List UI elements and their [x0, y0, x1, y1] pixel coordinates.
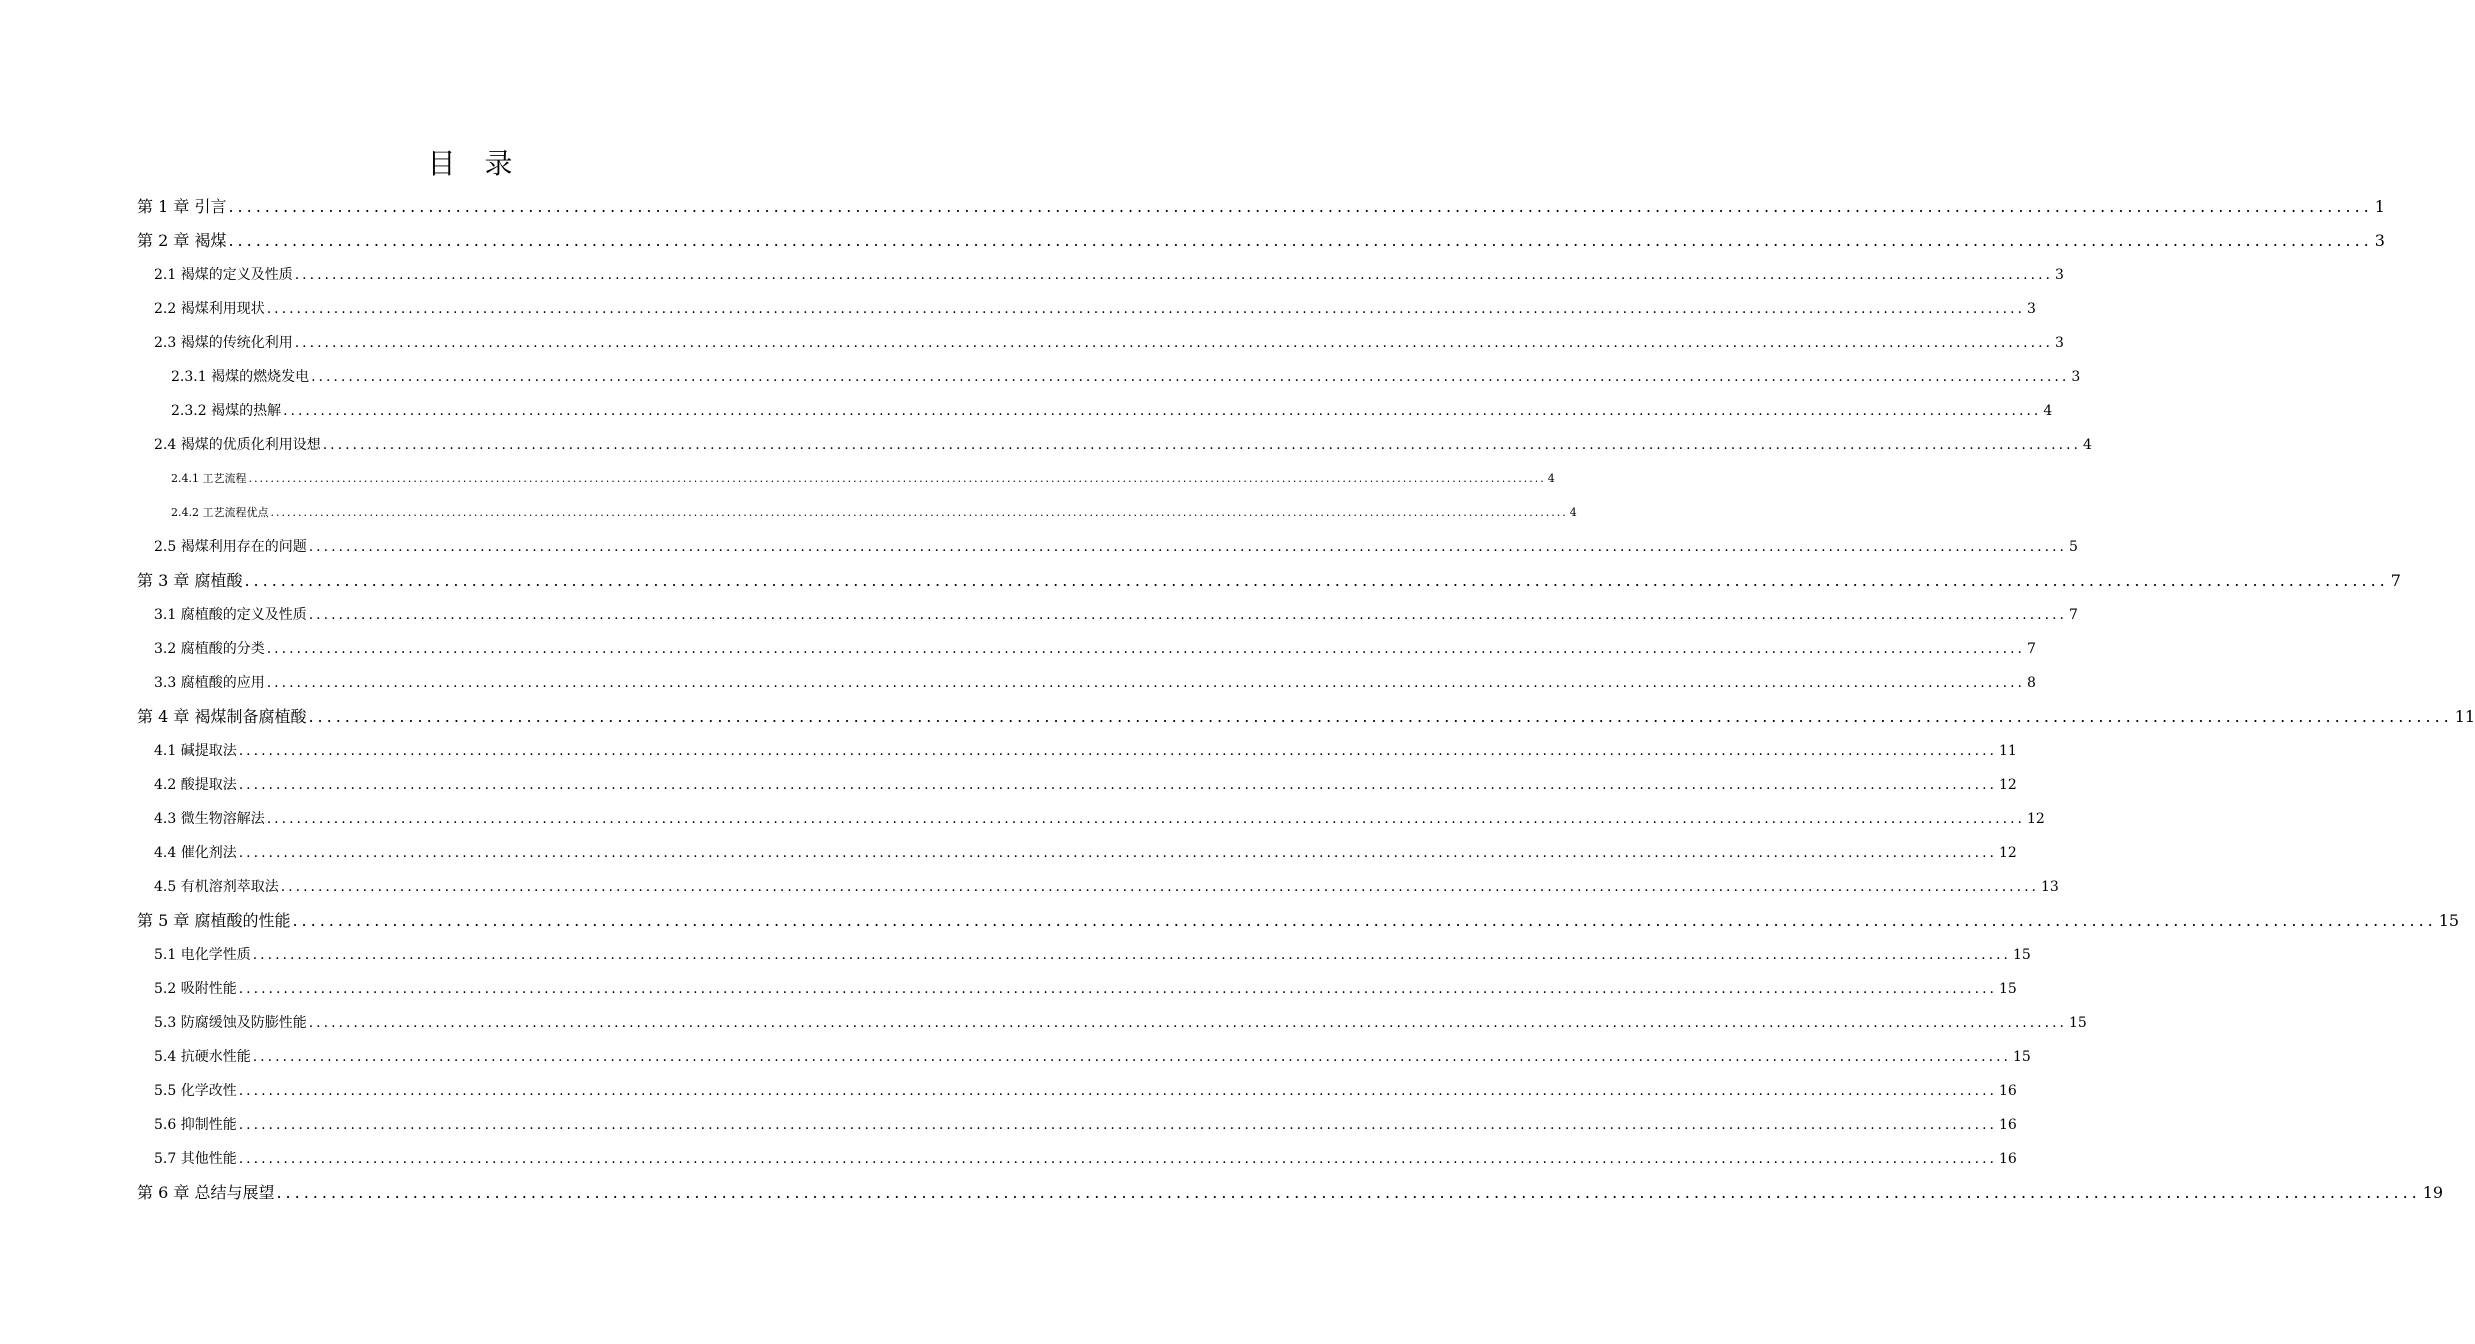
toc-page-number: 16	[1998, 1117, 2017, 1133]
toc-dot-leader: ............................................................................................................................................................................................................................................	[266, 811, 2025, 827]
toc-dot-leader: ............................................................................................................................................................................................................................................	[322, 437, 2081, 453]
toc-title: 目 录	[427, 147, 523, 180]
toc-dot-leader: ............................................................................................................................................................................................................................................	[294, 267, 2053, 283]
toc-dot-leader: ............................................................................................................................................................................................................................................	[228, 197, 2373, 216]
toc-entry[interactable]	[154, 938, 2031, 972]
toc-page-number: 15	[2012, 947, 2031, 963]
toc-page-number: 15	[2068, 1015, 2087, 1031]
toc-page-number: 3	[2026, 301, 2036, 317]
toc-entry[interactable]	[154, 598, 2078, 632]
toc-entry[interactable]	[154, 836, 2017, 870]
toc-entry-label: 第 4 章 褐煤制备腐植酸	[137, 707, 307, 726]
toc-dot-leader: ............................................................................................................................................................................................................................................	[228, 231, 2373, 250]
toc-entry[interactable]	[154, 1108, 2017, 1142]
toc-dot-leader: ............................................................................................................................................................................................................................................	[283, 403, 2042, 419]
toc-dot-leader: ............................................................................................................................................................................................................................................	[244, 571, 2389, 590]
toc-entry-label: 第 1 章 引言	[137, 197, 227, 216]
toc-entry-label: 2.4.2 工艺流程优点	[171, 506, 269, 519]
toc-entry-label: 4.2 酸提取法	[154, 777, 237, 793]
toc-entry[interactable]	[154, 1040, 2031, 1074]
toc-entry-label: 4.1 碱提取法	[154, 743, 237, 759]
toc-dot-leader: ............................................................................................................................................................................................................................................	[308, 707, 2453, 726]
toc-page-number: 4	[2082, 437, 2092, 453]
toc-entry-label: 5.4 抗硬水性能	[154, 1049, 251, 1065]
toc-entry-label: 5.7 其他性能	[154, 1151, 237, 1167]
toc-page-number: 4	[1569, 506, 1577, 519]
toc-entry-label: 5.5 化学改性	[154, 1083, 237, 1099]
toc-dot-leader: ............................................................................................................................................................................................................................................	[270, 506, 1568, 519]
toc-dot-leader: ............................................................................................................................................................................................................................................	[252, 1049, 2011, 1065]
toc-entry-label: 2.2 褐煤利用现状	[154, 301, 265, 317]
toc-page-number: 12	[2026, 811, 2045, 827]
toc-entry[interactable]	[154, 428, 2092, 462]
toc-page-number: 15	[2012, 1049, 2031, 1065]
toc-entry[interactable]	[171, 496, 1577, 530]
toc-page-number: 5	[2068, 539, 2078, 555]
toc-dot-leader: ............................................................................................................................................................................................................................................	[308, 539, 2067, 555]
toc-dot-leader: ............................................................................................................................................................................................................................................	[292, 911, 2437, 930]
toc-entry-label: 第 5 章 腐植酸的性能	[137, 911, 291, 930]
toc-dot-leader: ............................................................................................................................................................................................................................................	[280, 879, 2039, 895]
toc-entry[interactable]	[154, 326, 2064, 360]
toc-page-number: 12	[1998, 845, 2017, 861]
toc-page-number: 3	[2054, 335, 2064, 351]
toc-page-number: 4	[2043, 403, 2053, 419]
toc-entry-label: 4.3 微生物溶解法	[154, 811, 265, 827]
toc-dot-leader: ............................................................................................................................................................................................................................................	[308, 607, 2067, 623]
toc-page-number: 19	[2422, 1183, 2444, 1202]
toc-entry[interactable]	[171, 394, 2053, 428]
toc-entry-label: 2.3.1 褐煤的燃烧发电	[171, 369, 310, 385]
toc-page-number: 7	[2390, 571, 2401, 590]
toc-entry[interactable]	[171, 360, 2081, 394]
toc-dot-leader: ............................................................................................................................................................................................................................................	[311, 369, 2070, 385]
toc-dot-leader: ............................................................................................................................................................................................................................................	[238, 743, 1997, 759]
toc-entry-label: 第 3 章 腐植酸	[137, 571, 243, 590]
toc-entry[interactable]	[137, 1176, 2444, 1210]
toc-page-number: 1	[2374, 197, 2385, 216]
toc-dot-leader: ............................................................................................................................................................................................................................................	[248, 472, 1546, 485]
toc-entry[interactable]	[154, 1142, 2017, 1176]
toc-entry[interactable]	[137, 190, 2385, 224]
toc-entry[interactable]	[154, 632, 2036, 666]
toc-entry[interactable]	[137, 904, 2460, 938]
toc-entry-label: 第 6 章 总结与展望	[137, 1183, 275, 1202]
toc-entry-label: 3.2 腐植酸的分类	[154, 641, 265, 657]
toc-entry-label: 2.3 褐煤的传统化利用	[154, 335, 293, 351]
toc-entry-label: 2.1 褐煤的定义及性质	[154, 267, 293, 283]
toc-entry[interactable]	[154, 666, 2036, 700]
toc-entry[interactable]	[154, 1074, 2017, 1108]
toc-page-number: 15	[1998, 981, 2017, 997]
toc-dot-leader: ............................................................................................................................................................................................................................................	[238, 1083, 1997, 1099]
toc-page-number: 11	[2454, 707, 2475, 726]
toc-dot-leader: ............................................................................................................................................................................................................................................	[238, 1151, 1997, 1167]
toc-dot-leader: ............................................................................................................................................................................................................................................	[266, 301, 2025, 317]
toc-page-number: 12	[1998, 777, 2017, 793]
toc-entry-label: 2.4.1 工艺流程	[171, 472, 247, 485]
toc-dot-leader: ............................................................................................................................................................................................................................................	[238, 1117, 1997, 1133]
toc-entry[interactable]	[171, 462, 1555, 496]
toc-page-number: 16	[1998, 1083, 2017, 1099]
toc-entry-label: 4.5 有机溶剂萃取法	[154, 879, 279, 895]
toc-page-number: 16	[1998, 1151, 2017, 1167]
toc-entry[interactable]	[137, 700, 2475, 734]
toc-dot-leader: ............................................................................................................................................................................................................................................	[266, 675, 2025, 691]
toc-entry[interactable]	[154, 1006, 2087, 1040]
toc-dot-leader: ............................................................................................................................................................................................................................................	[238, 981, 1997, 997]
toc-page-number: 7	[2068, 607, 2078, 623]
toc-entry-label: 2.3.2 褐煤的热解	[171, 403, 282, 419]
toc-page-number: 11	[1998, 743, 2017, 759]
toc-dot-leader: ............................................................................................................................................................................................................................................	[238, 845, 1997, 861]
toc-page-number: 13	[2040, 879, 2059, 895]
toc-dot-leader: ............................................................................................................................................................................................................................................	[266, 641, 2025, 657]
toc-dot-leader: ............................................................................................................................................................................................................................................	[294, 335, 2053, 351]
toc-page-number: 7	[2026, 641, 2036, 657]
toc-entry[interactable]	[154, 258, 2064, 292]
toc-entry-label: 3.3 腐植酸的应用	[154, 675, 265, 691]
toc-entry-label: 4.4 催化剂法	[154, 845, 237, 861]
toc-page-number: 3	[2374, 231, 2385, 250]
toc-dot-leader: ............................................................................................................................................................................................................................................	[252, 947, 2011, 963]
toc-page-number: 3	[2071, 369, 2081, 385]
toc-entry[interactable]	[137, 564, 2401, 598]
toc-entry[interactable]	[154, 802, 2045, 836]
toc-entry[interactable]	[154, 972, 2017, 1006]
toc-entry-label: 5.2 吸附性能	[154, 981, 237, 997]
toc-entry-label: 2.4 褐煤的优质化利用设想	[154, 437, 321, 453]
toc-entry-label: 3.1 腐植酸的定义及性质	[154, 607, 307, 623]
toc-entry-label: 5.3 防腐缓蚀及防膨性能	[154, 1015, 307, 1031]
toc-entry[interactable]	[154, 870, 2059, 904]
toc-entry[interactable]	[154, 292, 2036, 326]
toc-entry-label: 5.1 电化学性质	[154, 947, 251, 963]
toc-entry-label: 2.5 褐煤利用存在的问题	[154, 539, 307, 555]
toc-dot-leader: ............................................................................................................................................................................................................................................	[238, 777, 1997, 793]
toc-dot-leader: ............................................................................................................................................................................................................................................	[276, 1183, 2421, 1202]
toc-page-number: 15	[2438, 911, 2460, 930]
toc-dot-leader: ............................................................................................................................................................................................................................................	[308, 1015, 2067, 1031]
toc-entry-label: 5.6 抑制性能	[154, 1117, 237, 1133]
toc-page-number: 3	[2054, 267, 2064, 283]
toc-page-number: 8	[2026, 675, 2036, 691]
toc-entry[interactable]	[154, 734, 2017, 768]
toc-entry[interactable]	[154, 768, 2017, 802]
toc-page-number: 4	[1547, 472, 1555, 485]
toc-entry[interactable]	[137, 224, 2385, 258]
toc-entry[interactable]	[154, 530, 2078, 564]
toc-entry-label: 第 2 章 褐煤	[137, 231, 227, 250]
